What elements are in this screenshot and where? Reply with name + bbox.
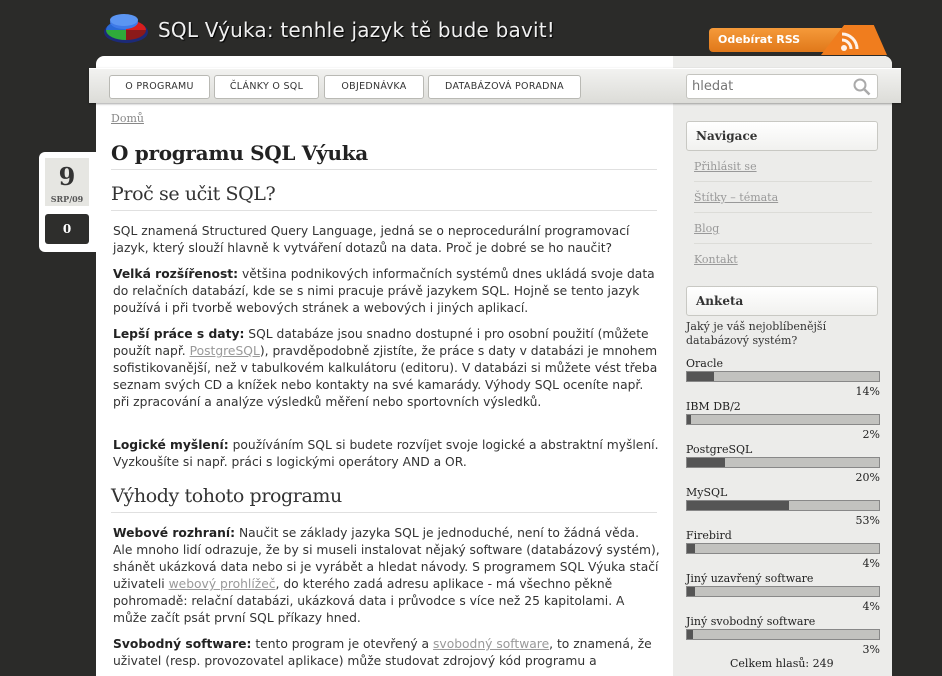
rss-subscribe-button[interactable] xyxy=(709,25,889,55)
poll-option-percent: 14% xyxy=(855,385,880,398)
free-software-link[interactable]: svobodný software xyxy=(433,637,550,651)
paragraph-logicke-mysleni xyxy=(113,437,661,471)
section-heading-why-sql: Proč se učit SQL? xyxy=(111,183,657,211)
paragraph-text: používáním SQL si budete rozvíjet svoje logické a abstraktní myšlení. Vyzkoušíte si např. práci s logickými operátory AND a OR. xyxy=(113,438,659,469)
poll-option-bar xyxy=(686,371,880,382)
poll-option-percent: 3% xyxy=(862,643,880,656)
poll-option-label: PostgreSQL xyxy=(686,443,753,456)
rss-icon xyxy=(837,31,863,53)
poll-option-label: Jiný svobodný software xyxy=(686,615,816,628)
paragraph-strong: Velká rozšířenost: xyxy=(113,267,239,281)
poll-option-percent: 2% xyxy=(862,428,880,441)
paragraph-prace-s-daty xyxy=(113,326,661,411)
poll-option-percent: 4% xyxy=(862,557,880,570)
nav-objednavka[interactable]: OBJEDNÁVKA xyxy=(324,75,424,99)
paragraph-text: tento program je otevřený a xyxy=(251,637,434,651)
poll-option-fill xyxy=(687,501,789,510)
poll-option-fill xyxy=(687,630,693,639)
poll-option-percent: 4% xyxy=(862,600,880,613)
site-title[interactable]: SQL Výuka: tenhle jazyk tě bude bavit! xyxy=(158,18,556,42)
post-month: SRP/09 xyxy=(50,194,84,204)
sidebar-link-contact[interactable]: Kontakt xyxy=(694,253,738,266)
sidebar-link-login[interactable]: Přihlásit se xyxy=(694,160,872,182)
paragraph-webove-rozhrani xyxy=(113,525,661,627)
poll-option-bar xyxy=(686,629,880,640)
navigation-box-title: Navigace xyxy=(686,121,878,151)
paragraph-text: SQL znamená Structured Query Language, jedná se o neprocedurální programovací jazyk, který slouží hlavně k vytváření dotazů na data. Proč je dobré se ho naučit? xyxy=(113,224,630,255)
search-input[interactable] xyxy=(692,76,842,97)
paragraph-strong: Webové rozhraní: xyxy=(113,526,236,540)
paragraph-intro xyxy=(113,223,661,257)
paragraph-text: Naučit se základy jazyka SQL je jednoduché, není to žádná věda. Ale mnoho lidí odrazuje, že by si museli instalovat nějaký software (databázový systém), shánět ukázková data nebo si je vyrábět a hledat návody. S programem SQL Výuka stačí uživateli xyxy=(113,526,660,591)
poll-option-label: Jiný uzavřený software xyxy=(686,572,814,585)
poll-option-label: MySQL xyxy=(686,486,728,499)
web-browser-link[interactable]: webový prohlížeč xyxy=(168,577,276,591)
poll-option xyxy=(686,400,880,442)
poll-option-bar xyxy=(686,586,880,597)
nav-o-programu[interactable]: O PROGRAMU xyxy=(109,75,210,99)
postgresql-link[interactable]: PostgreSQL xyxy=(189,344,260,358)
poll-option-bar xyxy=(686,500,880,511)
poll-option-label: IBM DB/2 xyxy=(686,400,741,413)
main-navigation xyxy=(89,68,901,103)
page-title: O programu SQL Výuka xyxy=(111,141,657,170)
paragraph-rozsirenost xyxy=(113,266,661,317)
paragraph-text: , do kterého zadá adresu aplikace - má všechno pěkně pohromadě: relační databázi, ukázková data i průvodce s více než 25 kapitolami. A může začít psát první SQL příkazy hned. xyxy=(113,577,625,625)
paragraph-strong: Logické myšlení: xyxy=(113,438,229,452)
rss-label: Odebírat RSS xyxy=(718,33,801,46)
comment-count[interactable]: 0 xyxy=(45,214,89,244)
poll-option xyxy=(686,529,880,571)
poll-option xyxy=(686,615,880,657)
poll-total-votes: Celkem hlasů: 249 xyxy=(730,657,834,670)
poll-option-bar xyxy=(686,457,880,468)
site-logo-icon[interactable] xyxy=(102,8,150,46)
poll-box-title: Anketa xyxy=(686,286,878,316)
poll-option-bar xyxy=(686,543,880,554)
poll-option-percent: 20% xyxy=(855,471,880,484)
poll-option-fill xyxy=(687,458,725,467)
paragraph-svobodny-software xyxy=(113,636,661,670)
nav-databazova-poradna[interactable]: DATABÁZOVÁ PORADNA xyxy=(428,75,581,99)
poll-option-fill xyxy=(687,372,714,381)
search-icon[interactable] xyxy=(853,78,871,96)
search-box xyxy=(686,74,878,99)
poll-question: Jaký je váš nejoblíbenější databázový systém? xyxy=(686,320,827,347)
poll-option-bar xyxy=(686,414,880,425)
poll-option xyxy=(686,572,880,614)
paragraph-strong: Svobodný software: xyxy=(113,637,252,651)
poll-option-fill xyxy=(687,587,695,596)
nav-clanky-o-sql[interactable]: ČLÁNKY O SQL xyxy=(214,75,319,99)
paragraph-text: většina podnikových informačních systémů dnes ukládá svoje data do relačních databází, kde se s nimi pracuje právě jazykem SQL. Hojně se tento jazyk používá i při tvorbě webových stránek a webových i jiných aplikací. xyxy=(113,267,655,315)
poll-option xyxy=(686,357,880,399)
section-heading-vyhody: Výhody tohoto programu xyxy=(111,485,657,513)
paragraph-text: , to znamená, že uživatel (resp. provozovatel aplikace) může studovat zdrojový kód programu a xyxy=(113,637,652,668)
poll-option xyxy=(686,443,880,485)
post-day: 9 xyxy=(58,162,76,191)
breadcrumb-home[interactable]: Domů xyxy=(111,112,144,125)
paragraph-text: SQL databáze jsou snadno dostupné i pro osobní použití (můžete použít např. xyxy=(113,327,649,358)
sidebar-link-blog[interactable]: Blog xyxy=(694,222,872,244)
post-date-box xyxy=(39,152,97,252)
paragraph-strong: Lepší práce s daty: xyxy=(113,327,245,341)
poll-option-label: Firebird xyxy=(686,529,732,542)
poll-option-percent: 53% xyxy=(855,514,880,527)
poll-option-fill xyxy=(687,544,695,553)
poll-option-label: Oracle xyxy=(686,357,724,370)
sidebar-link-tags[interactable]: Štítky – témata xyxy=(694,191,872,213)
poll-option xyxy=(686,486,880,528)
paragraph-text: ), pravděpodobně zjistíte, že práce s daty v databázi je mnohem sofistikovanější, než v tabulkovém kalkulátoru (editoru). V databázi si můžete vést třeba seznam svých CD a knížek nebo kontakty na své kamarády. Výhody SQL oceníte např. při zpracování a analýze výsledků měření nebo sportovních výsledků. xyxy=(113,344,658,409)
poll-option-fill xyxy=(687,415,691,424)
